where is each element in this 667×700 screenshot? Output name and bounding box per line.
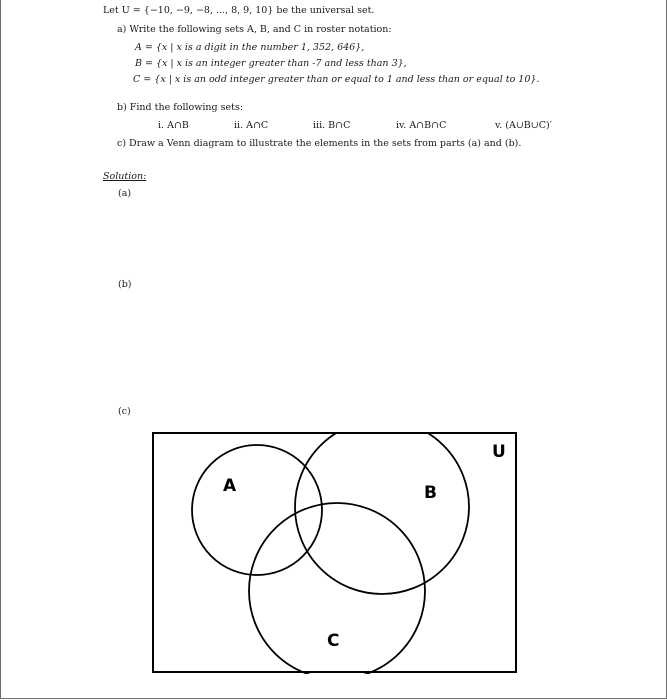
part-b-prompt: b) Find the following sets: <box>117 102 244 113</box>
part-b-items <box>0 120 667 132</box>
set-c-label: C <box>327 631 340 651</box>
item-a-intersect-b: i. A∩B <box>158 120 189 131</box>
item-union-complement: v. (A∪B∪C)′ <box>495 120 552 131</box>
solution-label-a: (a) <box>118 188 132 199</box>
universal-set-statement: Let U = {−10, −9, −8, ..., 8, 9, 10} be the universal set. <box>103 5 375 16</box>
part-a-prompt: a) Write the following sets A, B, and C in roster notation: <box>117 24 392 35</box>
solution-label-b: (b) <box>118 279 132 290</box>
venn-diagram <box>152 432 518 674</box>
set-a-label: A <box>223 476 237 496</box>
set-a-definition: A = {x | x is a digit in the number 1, 352, 646}, <box>135 42 365 53</box>
solution-heading: Solution: <box>103 171 147 182</box>
item-b-intersect-c: iii. B∩C <box>313 120 351 131</box>
part-c-prompt: c) Draw a Venn diagram to illustrate the elements in the sets from parts (a) and (b). <box>117 138 522 149</box>
set-b-label: B <box>424 483 437 503</box>
universe-label: U <box>492 442 506 462</box>
item-a-b-c-intersect: iv. A∩B∩C <box>396 120 447 131</box>
solution-label-c: (c) <box>118 406 131 417</box>
set-c-definition: C = {x | x is an odd integer greater than or equal to 1 and less than or equal to 10}. <box>133 74 540 85</box>
set-b-definition: B = {x | x is an integer greater than -7 and less than 3}, <box>135 58 407 69</box>
item-a-intersect-c: ii. A∩C <box>234 120 269 131</box>
